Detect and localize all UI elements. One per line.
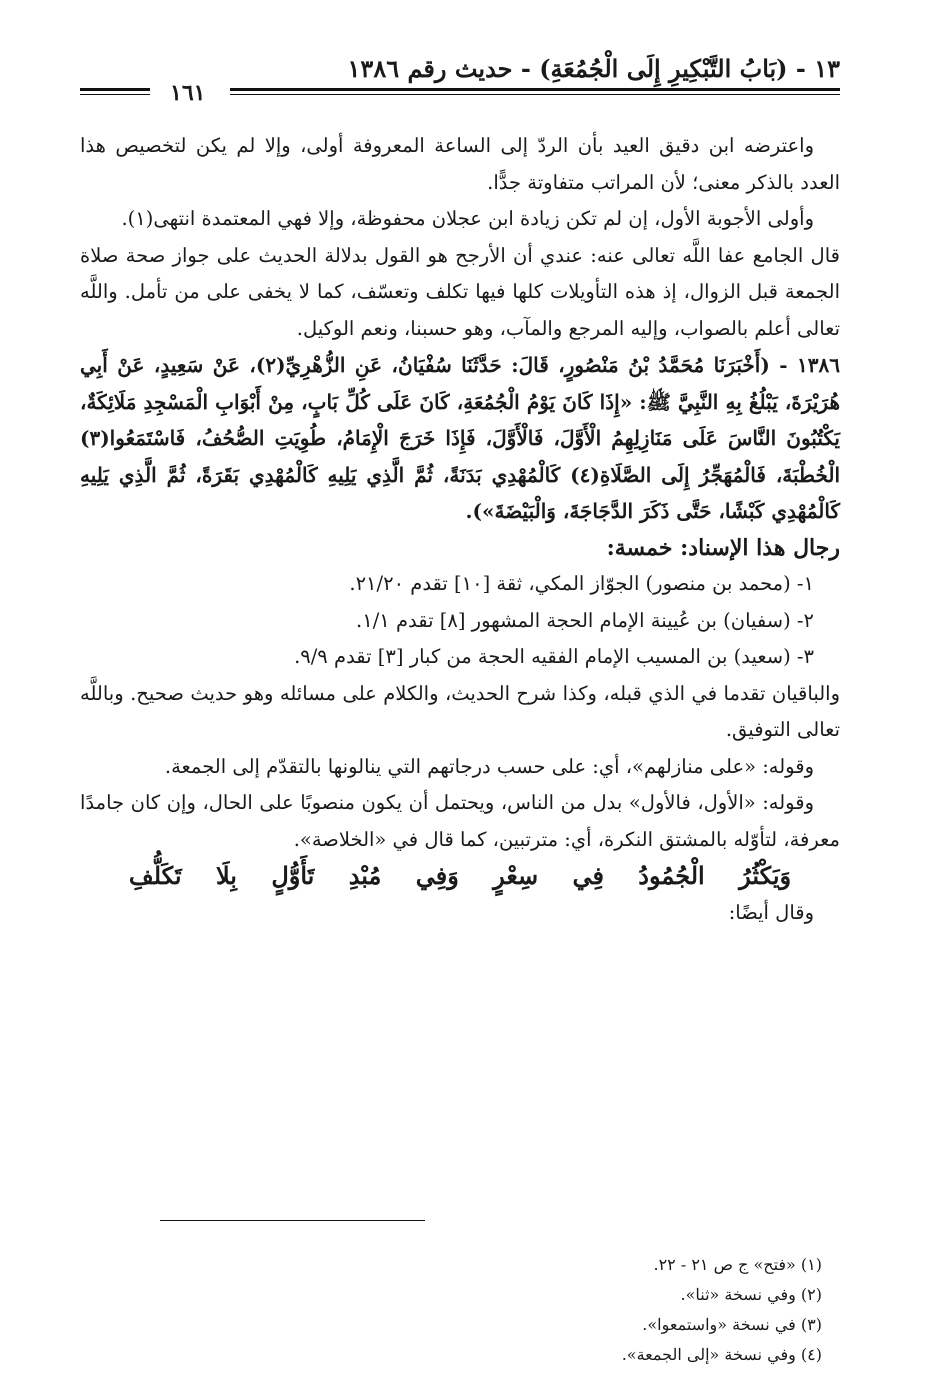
header-rule-left-thin bbox=[80, 94, 150, 95]
page-header bbox=[80, 50, 840, 106]
footnote-separator bbox=[160, 1220, 425, 1221]
paragraph-first-then-first: وقوله: «الأول، فالأول» بدل من الناس، ويحتمل أن يكون منصوبًا على الحال، وإن كان جامدًا معرفة، لتأوّله بالمشتق النكرة، أي: مترتبين، كما قال في «الخلاصة». bbox=[80, 791, 840, 851]
poetry-verse: وَيَكْثُرُ الْجُمُودُ فِي سِعْرٍ وَفِي مُبْدِ تَأَوُّلٍ بِلَا تَكَلُّفِ bbox=[128, 861, 792, 890]
book-page bbox=[80, 50, 841, 1364]
narrator-2: ٢- (سفيان) بن عُيينة الإمام الحجة المشهور [٨] تقدم ١/١. bbox=[356, 608, 814, 632]
footnote-3: (٣) في نسخة «واستمعوا». bbox=[642, 1315, 822, 1334]
narrator-3: ٣- (سعيد) بن المسيب الإمام الفقيه الحجة من كبار [٣] تقدم ٩/٩. bbox=[294, 645, 814, 668]
paragraph-their-ranks: وقوله: «على منازلهم»، أي: على حسب درجاتهم التي ينالونها بالتقدّم إلى الجمعة. bbox=[164, 754, 814, 778]
header-rule bbox=[230, 88, 840, 91]
running-header-title: ١٣ - (بَابُ التَّبْكِيرِ إِلَى الْجُمُعَةِ) - حديث رقم ١٣٨٦ bbox=[347, 54, 840, 83]
paragraph-he-also-said: وقال أيضًا: bbox=[728, 900, 814, 924]
paragraph-compiler-note: قال الجامع عفا اللَّه تعالى عنه: عندي أن الأرجح هو القول بدلالة الحديث على جواز صحة صلاة الجمعة قبل الزوال، إذ هذه التأويلات كلها فيها تكلف وتعسّف، كما لا يخفى على من تأمل. واللَّه تعالى أعلم بالصواب، وإليه المرجع والمآب، وهو حسبنا، ونعم الوكيل. bbox=[80, 243, 840, 340]
footnote-2: (٢) وفي نسخة «ثنا». bbox=[680, 1285, 822, 1304]
footnote-4: (٤) وفي نسخة «إلى الجمعة». bbox=[621, 1345, 822, 1364]
header-rule-left bbox=[80, 88, 150, 91]
main-text bbox=[80, 128, 840, 931]
page-number: ١٦١ bbox=[170, 80, 206, 106]
narrator-1: ١- (محمد بن منصور) الجوّاز المكي، ثقة [١٠] تقدم ٢١/٢٠. bbox=[349, 572, 814, 595]
paragraph-objection: واعترضه ابن دقيق العيد بأن الردّ إلى الساعة المعروفة أولى، وإلا لم يكن لتخصيص هذا العدد بالذكر معنى؛ لأن المراتب متفاوتة جدًّا. bbox=[80, 134, 840, 194]
paragraph-remaining-narrators: والباقيان تقدما في الذي قبله، وكذا شرح الحديث، والكلام على مسائله وهو حديث صحيح. وباللَّه تعالى التوفيق. bbox=[80, 681, 840, 741]
narrators-heading: رجال هذا الإسناد: خمسة: bbox=[606, 534, 840, 561]
hadith-text: ١٣٨٦ - (أَخْبَرَنَا مُحَمَّدُ بْنُ مَنْصُورٍ، قَالَ: حَدَّثَنَا سُفْيَانُ، عَنِ الزُّهْرِيِّ(٢)، عَنْ سَعِيدٍ، عَنْ أَبِي هُرَيْرَةَ، يَبْلُغُ بِهِ النَّبِيَّ ﷺ: «إِذَا كَانَ يَوْمُ الْجُمُعَةِ، كَانَ عَلَى كُلِّ بَابٍ، مِنْ أَبْوَابِ الْمَسْجِدِ مَلَائِكَةٌ، يَكْتُبُونَ النَّاسَ عَلَى مَنَازِلِهِمُ الْأَوَّلَ، فَالْأَوَّلَ، فَإِذَا خَرَجَ الْإِمَامُ، طُوِيَتِ الصُّحُفُ، فَاسْتَمَعُوا(٣) الْخُطْبَةَ، فَالْمُهَجِّرُ إِلَى الصَّلَاةِ(٤) كَالْمُهْدِي بَدَنَةً، ثُمَّ الَّذِي يَلِيهِ كَالْمُهْدِي بَقَرَةً، ثُمَّ الَّذِي يَلِيهِ كَالْمُهْدِي كَبْشًا، حَتَّى ذَكَرَ الدَّجَاجَةَ، وَالْبَيْضَةَ»). bbox=[80, 353, 841, 523]
header-rule-thin bbox=[230, 94, 840, 95]
footnote-1: (١) «فتح» ج ص ٢١ - ٢٢. bbox=[653, 1255, 822, 1274]
footnotes bbox=[160, 1250, 840, 1370]
paragraph-best-answer: وأولى الأجوبة الأول، إن لم تكن زيادة ابن عجلان محفوظة، وإلا فهي المعتمدة انتهى(١). bbox=[121, 207, 814, 230]
